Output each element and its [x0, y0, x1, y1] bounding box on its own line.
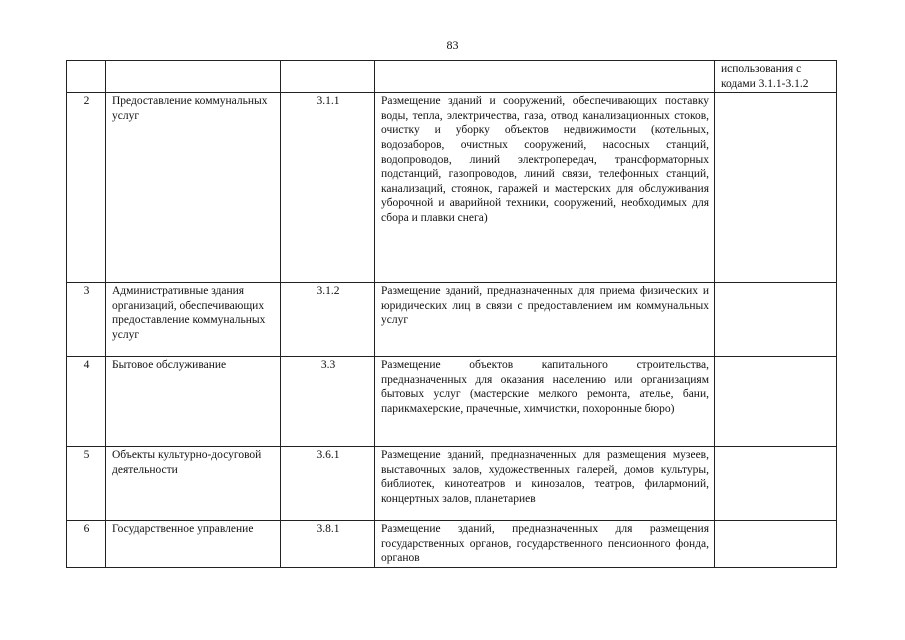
- table-row: [67, 283, 837, 357]
- cell-code: 3.8.1: [281, 521, 375, 568]
- cell-num: 5: [67, 447, 106, 521]
- cell-code: 3.1.2: [281, 283, 375, 357]
- table-row: [67, 93, 837, 283]
- cell-description: Размещение зданий, предназначенных для приема физических и юридических лиц в связи с предоставлением им коммунальных услуг: [375, 283, 715, 357]
- cell-name: Административные здания организаций, обеспечивающих предоставление коммунальных услуг: [106, 283, 281, 357]
- land-use-table: [66, 60, 837, 568]
- cell-note: [715, 283, 837, 357]
- cell-note: [715, 93, 837, 283]
- cell-num: 2: [67, 93, 106, 283]
- cell-code: 3.1.1: [281, 93, 375, 283]
- cell-note: [715, 447, 837, 521]
- table-row: [67, 447, 837, 521]
- cell-num: [67, 61, 106, 93]
- cell-name: Объекты культурно-досуговой деятельности: [106, 447, 281, 521]
- cell-name: Бытовое обслуживание: [106, 357, 281, 447]
- note-line-1: использования с: [721, 63, 802, 75]
- table-row: [67, 521, 837, 568]
- cell-description: Размещение зданий, предназначенных для размещения музеев, выставочных залов, художественных галерей, домов культуры, библиотек, кинотеатров и кинозалов, театров, филармоний, концертных залов, планетариев: [375, 447, 715, 521]
- cell-name: Государственное управление: [106, 521, 281, 568]
- cell-description: [375, 61, 715, 93]
- cell-description: Размещение зданий и сооружений, обеспечивающих поставку воды, тепла, электричества, газа, отвод канализационных стоков, очистку и уборку объектов недвижимости (котельных, водозаборов, очистных сооружений, насосных станций, водопроводов, линий электропередач, трансформаторных подстанций, газопроводов, линий связи, телефонных станций, канализаций, стоянок, гаражей и мастерских для обслуживания уборочной и аварийной техники, сооружений, необходимых для сбора и плавки снега): [375, 93, 715, 283]
- cell-name: Предоставление коммунальных услуг: [106, 93, 281, 283]
- cell-code: 3.3: [281, 357, 375, 447]
- cell-description: Размещение объектов капитального строительства, предназначенных для оказания населению или организациям бытовых услуг (мастерские мелкого ремонта, ателье, бани, парикмахерские, прачечные, химчистки, похоронные бюро): [375, 357, 715, 447]
- table-row: [67, 357, 837, 447]
- cell-num: 4: [67, 357, 106, 447]
- note-line-2: кодами 3.1.1-3.1.2: [721, 77, 809, 90]
- cell-code: [281, 61, 375, 93]
- cell-note: [715, 357, 837, 447]
- cell-note: [715, 521, 837, 568]
- cell-code: 3.6.1: [281, 447, 375, 521]
- cell-name: [106, 61, 281, 93]
- cell-description: Размещение зданий, предназначенных для размещения государственных органов, государственного пенсионного фонда, органов: [375, 521, 715, 568]
- cell-note: [715, 61, 837, 93]
- table-row-continuation: [67, 61, 837, 93]
- page-number: 83: [446, 38, 459, 52]
- cell-num: 6: [67, 521, 106, 568]
- cell-num: 3: [67, 283, 106, 357]
